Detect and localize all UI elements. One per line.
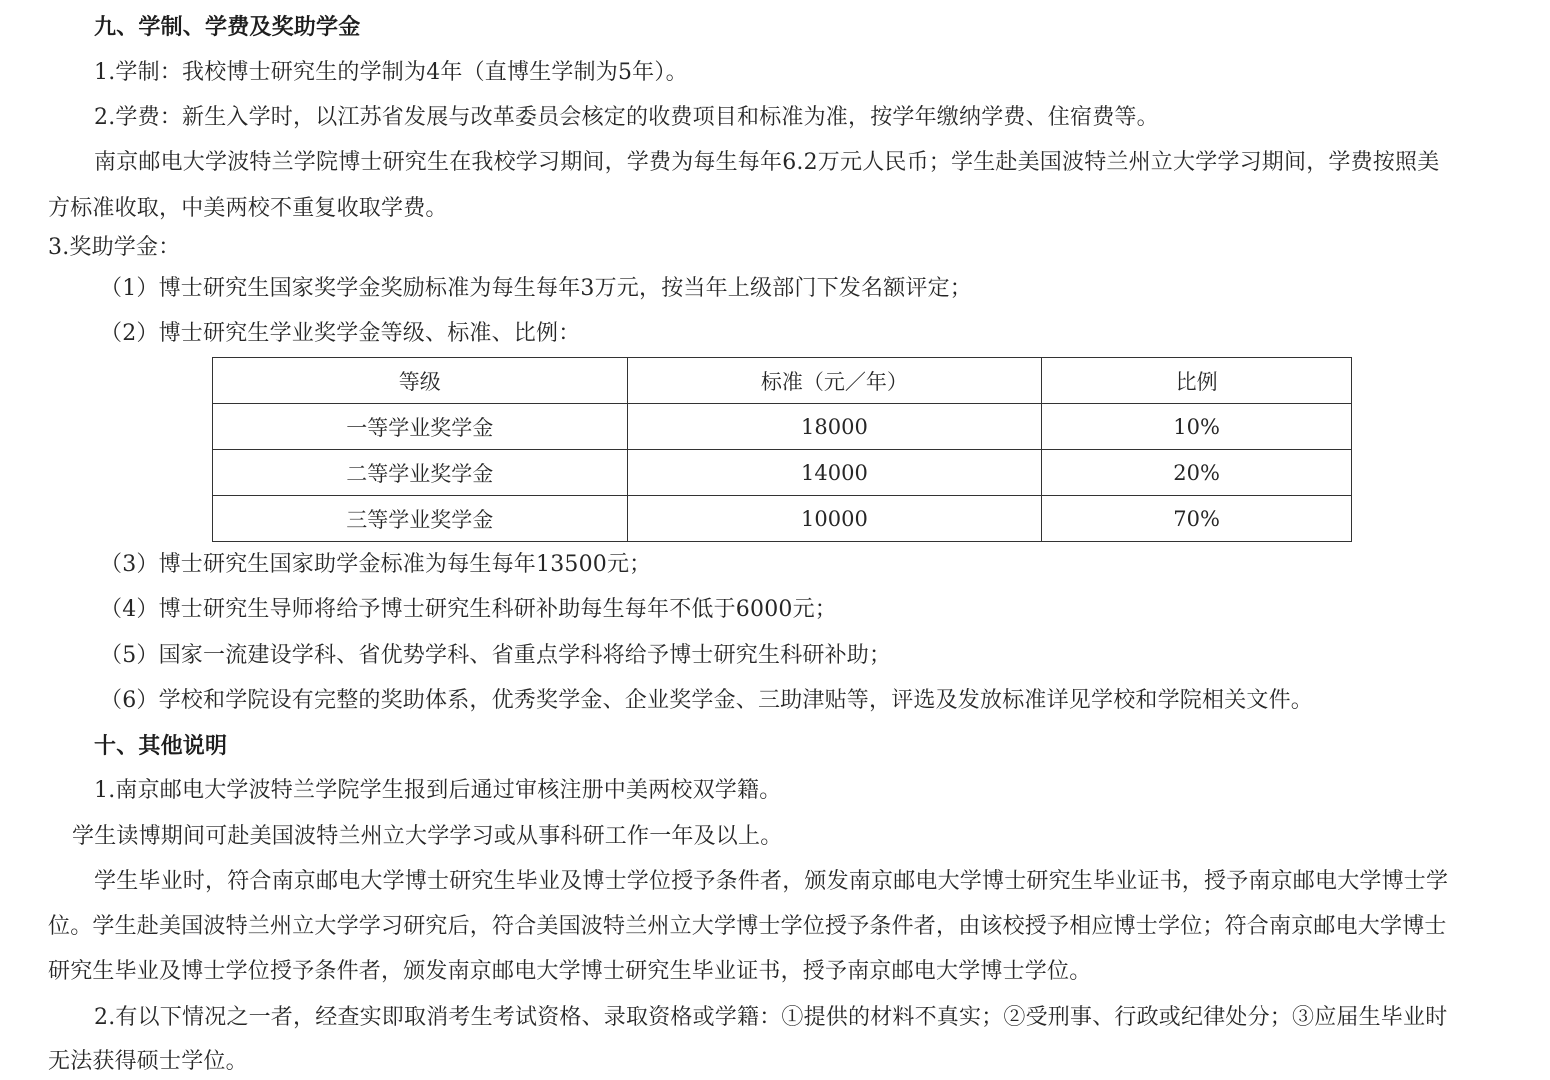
scholarship-table [212, 357, 1352, 542]
section10-paragraph-2: 学生读博期间可赴美国波特兰州立大学学习或从事科研工作一年及以上。 [72, 824, 783, 849]
table-row [213, 496, 1352, 542]
table-cell: 70% [1042, 496, 1352, 542]
scholarship-item-3: （3）博士研究生国家助学金标准为每生每年13500元； [100, 552, 652, 577]
scholarship-item-4: （4）博士研究生导师将给予博士研究生科研补助每生每年不低于6000元； [100, 597, 837, 622]
table-row [213, 404, 1352, 450]
table-header-level: 等级 [213, 358, 628, 404]
scholarship-item-6: （6）学校和学院设有完整的奖助体系，优秀奖学金、企业奖学金、三助津贴等，评选及发放标准详见学校和学院相关文件。 [100, 688, 1314, 713]
table-header-row [213, 358, 1352, 404]
table-row [213, 450, 1352, 496]
scholarship-item-5: （5）国家一流建设学科、省优势学科、省重点学科将给予博士研究生科研补助； [100, 643, 892, 668]
section9-duration-paragraph: 1.学制：我校博士研究生的学制为4年（直博生学制为5年）。 [94, 60, 688, 85]
table-cell: 14000 [627, 450, 1042, 496]
section9-tuition-detail-line1: 南京邮电大学波特兰学院博士研究生在我校学习期间，学费为每生每年6.2万元人民币；学生赴美国波特兰州立大学学习期间，学费按照美 [94, 150, 1440, 175]
table-cell: 10% [1042, 404, 1352, 450]
section10-heading: 十、其他说明 [94, 733, 228, 759]
scholarship-item-1: （1）博士研究生国家奖学金奖励标准为每生每年3万元，按当年上级部门下发名额评定； [100, 276, 972, 301]
table-cell: 10000 [627, 496, 1042, 542]
table-header-standard: 标准（元／年） [627, 358, 1042, 404]
table-cell: 二等学业奖学金 [213, 450, 628, 496]
table-cell: 18000 [627, 404, 1042, 450]
section10-disqualification-line1: 2.有以下情况之一者，经查实即取消考生考试资格、录取资格或学籍：①提供的材料不真实；②受刑事、行政或纪律处分；③应届生毕业时 [94, 1005, 1448, 1030]
section10-graduation-line1: 学生毕业时，符合南京邮电大学博士研究生毕业及博士学位授予条件者，颁发南京邮电大学博士研究生毕业证书，授予南京邮电大学博士学 [94, 869, 1449, 894]
table-header-ratio: 比例 [1042, 358, 1352, 404]
section9-tuition-detail-line2: 方标准收取，中美两校不重复收取学费。 [48, 196, 448, 221]
scholarship-item-2: （2）博士研究生学业奖学金等级、标准、比例： [100, 321, 581, 346]
section10-graduation-line3: 研究生毕业及博士学位授予条件者，颁发南京邮电大学博士研究生毕业证书，授予南京邮电大学博士学位。 [48, 959, 1092, 984]
section9-heading: 九、学制、学费及奖助学金 [94, 14, 361, 40]
table-cell: 一等学业奖学金 [213, 404, 628, 450]
section10-paragraph-1: 1.南京邮电大学波特兰学院学生报到后通过审核注册中美两校双学籍。 [94, 778, 782, 803]
section10-graduation-line2: 位。学生赴美国波特兰州立大学学习研究后，符合美国波特兰州立大学博士学位授予条件者，由该校授予相应博士学位；符合南京邮电大学博士 [48, 914, 1447, 939]
table-cell: 20% [1042, 450, 1352, 496]
section10-disqualification-line2: 无法获得硕士学位。 [48, 1049, 248, 1074]
table-cell: 三等学业奖学金 [213, 496, 628, 542]
section9-scholarship-title: 3.奖助学金： [48, 235, 181, 260]
section9-tuition-paragraph: 2.学费：新生入学时，以江苏省发展与改革委员会核定的收费项目和标准为准，按学年缴纳学费、住宿费等。 [94, 105, 1159, 130]
